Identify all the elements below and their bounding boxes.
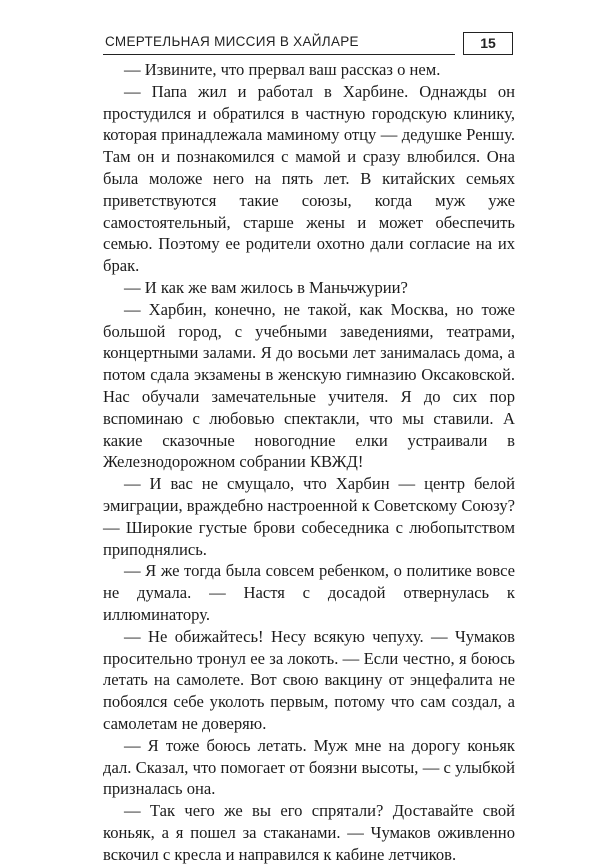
paragraph: — Извините, что прервал ваш рассказ о нем. — [124, 60, 441, 79]
paragraph: — Папа жил и работал в Харбине. Однажды он простудился и обратился в частную городскую клинику, которая принадлежала маминому отцу — дедушке Реншу. Там он и познакомился с мамой и сразу влюбился. Она была моложе него на пять лет. В китайских семьях приветствуются такие союзы, когда муж уже самостоятельный, старше жены и может обеспечить семью. Поэтому ее родители охотно дали согласие на их брак. — [103, 81, 515, 276]
paragraph: — Не обижайтесь! Несу всякую чепуху. — Чумаков просительно тронул ее за локоть. — Если честно, я боюсь летать на самолете. Вот свою вакцину от энцефалита не побоялся себе уколоть первым, потому что сам создал, а самолетам не доверяю. — [103, 626, 515, 733]
running-head — [103, 30, 513, 60]
header-rule — [103, 54, 455, 55]
page-number-rule — [463, 54, 513, 55]
paragraph: — И как же вам жилось в Маньчжурии? — [124, 277, 408, 297]
paragraph: — И вас не смущало, что Харбин — центр белой эмиграции, враждебно настроенной к Советскому Союзу? — Широкие густые брови собеседника с любопытством приподнялись. — [103, 474, 515, 559]
paragraph: — Я же тогда была совсем ребенком, о политике вовсе не думала. — Настя с досадой отвернулась к иллюминатору. — [103, 561, 515, 624]
paragraph: — Харбин, конечно, не такой, как Москва, но тоже большой город, с учебными заведениями, театрами, концертными залами. Я до восьми лет занималась дома, а потом сдала экзамены в женскую гимназию Оксаковской. Нас обучали замечательные учителя. Я до сих пор вспоминаю с любовью спектакли, что мы ставили. А какие сказочные новогодние елки устраивали в Железнодорожном собрании КВЖД! — [103, 299, 515, 472]
page-number-box — [463, 32, 513, 55]
page-number: 15 — [480, 35, 496, 51]
running-title: СМЕРТЕЛЬНАЯ МИССИЯ В ХАЙЛАРЕ — [105, 34, 359, 49]
paragraph: — Так чего же вы его спрятали? Доставайте свой коньяк, а я пошел за стаканами. — Чумаков оживленно вскочил с кресла и направился к кабине летчиков. — [103, 801, 515, 864]
paragraph: — Я тоже боюсь летать. Муж мне на дорогу коньяк дал. Сказал, что помогает от боязни высоты, — с улыбкой призналась она. — [103, 735, 515, 799]
body-text — [103, 59, 515, 865]
